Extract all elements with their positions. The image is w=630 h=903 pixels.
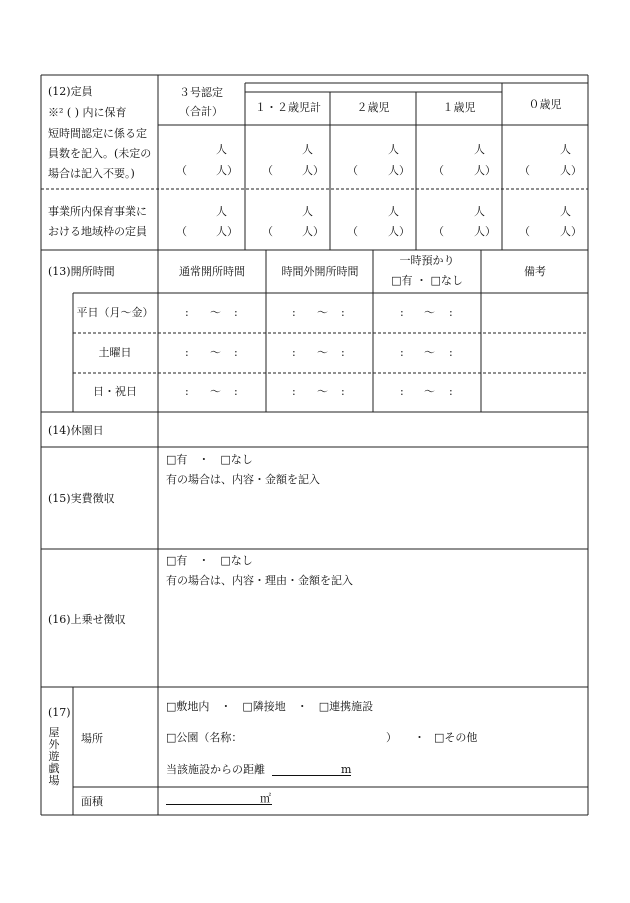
time-colon: : <box>185 385 189 398</box>
time-tilde: ～ <box>317 385 328 398</box>
paren: （ <box>433 225 444 238</box>
time-colon: : <box>234 306 238 319</box>
paren: （ <box>262 164 273 177</box>
time-colon: : <box>341 385 345 398</box>
actual-cost-label: (15)実費徴収 <box>48 492 115 505</box>
capacity-label-3: 短時間認定に係る定 <box>48 127 147 140</box>
distance-line[interactable] <box>272 775 351 776</box>
time-colon: : <box>341 346 345 359</box>
unit: 人 <box>474 205 485 218</box>
playground-v3: 遊 <box>48 750 60 763</box>
header-no3-sub: （合計） <box>179 105 223 118</box>
unit: 人 <box>302 143 313 156</box>
time-tilde: ～ <box>210 306 221 319</box>
paren: （ <box>176 164 187 177</box>
time-colon: : <box>234 346 238 359</box>
paren-unit: 人） <box>388 164 410 177</box>
time-colon: : <box>400 385 404 398</box>
paren: （ <box>519 225 530 238</box>
unit: 人 <box>388 143 399 156</box>
distance-unit: m <box>341 763 352 776</box>
location-label: 場所 <box>81 732 103 745</box>
header-no3: ３号認定 <box>179 86 223 99</box>
playground-v1: 屋 <box>48 726 60 739</box>
unit: 人 <box>302 205 313 218</box>
actual-cost-options[interactable]: □有 ・ □なし <box>166 453 253 466</box>
other-option[interactable]: □その他 <box>434 731 478 744</box>
time-colon: : <box>449 306 453 319</box>
time-colon: : <box>234 385 238 398</box>
paren-unit: 人） <box>302 225 324 238</box>
time-colon: : <box>292 306 296 319</box>
park-close: ） <box>386 731 397 744</box>
time-tilde: ～ <box>317 306 328 319</box>
header-age1: １歳児 <box>442 101 476 114</box>
unit: 人 <box>216 143 227 156</box>
area-line[interactable] <box>166 804 272 805</box>
paren-unit: 人） <box>216 225 238 238</box>
unit: 人 <box>560 143 571 156</box>
unit: 人 <box>560 205 571 218</box>
paren-unit: 人） <box>216 164 238 177</box>
paren: （ <box>347 164 358 177</box>
regional-label-1: 事業所内保育事業に <box>48 205 147 218</box>
paren: （ <box>519 164 530 177</box>
time-colon: : <box>400 306 404 319</box>
time-tilde: ～ <box>424 385 435 398</box>
capacity-label-1: (12)定員 <box>48 85 93 98</box>
time-tilde: ～ <box>210 385 221 398</box>
time-colon: : <box>185 306 189 319</box>
time-colon: : <box>292 346 296 359</box>
row-saturday: 土曜日 <box>98 346 132 359</box>
header-temp-care: 一時預かり <box>399 254 455 267</box>
area-label: 面積 <box>81 795 103 808</box>
unit: 人 <box>388 205 399 218</box>
time-tilde: ～ <box>210 346 221 359</box>
time-tilde: ～ <box>424 346 435 359</box>
time-colon: : <box>449 385 453 398</box>
distance-label: 当該施設からの距離 <box>166 763 265 776</box>
row-holiday: 日・祝日 <box>93 385 137 398</box>
header-age0: ０歳児 <box>528 98 562 111</box>
capacity-label-4: 員数を記入。(未定の <box>48 147 152 160</box>
unit: 人 <box>216 205 227 218</box>
temp-care-options: □有 ・ □なし <box>391 274 463 287</box>
time-colon: : <box>400 346 404 359</box>
header-notes: 備考 <box>524 265 546 278</box>
extra-fee-label: (16)上乗せ徴収 <box>48 613 126 626</box>
header-normal-hours: 通常開所時間 <box>179 265 245 278</box>
actual-cost-note: 有の場合は、内容・金額を記入 <box>166 473 320 486</box>
regional-label-2: おける地域枠の定員 <box>48 225 147 238</box>
paren: （ <box>433 164 444 177</box>
time-tilde: ～ <box>317 346 328 359</box>
paren-unit: 人） <box>560 225 582 238</box>
time-colon: : <box>292 385 296 398</box>
holidays-label: (14)休園日 <box>48 424 104 437</box>
unit: 人 <box>474 143 485 156</box>
paren: （ <box>347 225 358 238</box>
capacity-label-5: 場合は記入不要。) <box>48 167 135 180</box>
paren: （ <box>262 225 273 238</box>
playground-v5: 場 <box>48 774 60 787</box>
header-age12-total: １・２歳児計 <box>255 101 321 114</box>
header-outside-hours: 時間外開所時間 <box>281 265 359 278</box>
hours-label: (13)開所時間 <box>48 265 115 278</box>
paren: （ <box>176 225 187 238</box>
area-unit: ㎡ <box>260 792 271 805</box>
extra-fee-note: 有の場合は、内容・理由・金額を記入 <box>166 574 353 587</box>
playground-v4: 戯 <box>48 762 60 775</box>
paren-unit: 人） <box>474 164 496 177</box>
header-age2: ２歳児 <box>356 101 390 114</box>
time-colon: : <box>449 346 453 359</box>
paren-unit: 人） <box>560 164 582 177</box>
time-colon: : <box>185 346 189 359</box>
park-separator: ・ <box>414 731 425 744</box>
paren-unit: 人） <box>302 164 324 177</box>
capacity-label-2: ※² ( ) 内に保育 <box>48 106 127 119</box>
playground-v2: 外 <box>48 738 60 751</box>
extra-fee-options[interactable]: □有 ・ □なし <box>166 554 253 567</box>
paren-unit: 人） <box>474 225 496 238</box>
location-options[interactable]: □敷地内 ・ □隣接地 ・ □連携施設 <box>166 700 374 713</box>
time-colon: : <box>341 306 345 319</box>
time-tilde: ～ <box>424 306 435 319</box>
playground-num: (17) <box>48 706 71 719</box>
row-weekday: 平日（月～金） <box>76 306 154 319</box>
park-option[interactable]: □公園（名称： <box>166 731 243 744</box>
paren-unit: 人） <box>388 225 410 238</box>
